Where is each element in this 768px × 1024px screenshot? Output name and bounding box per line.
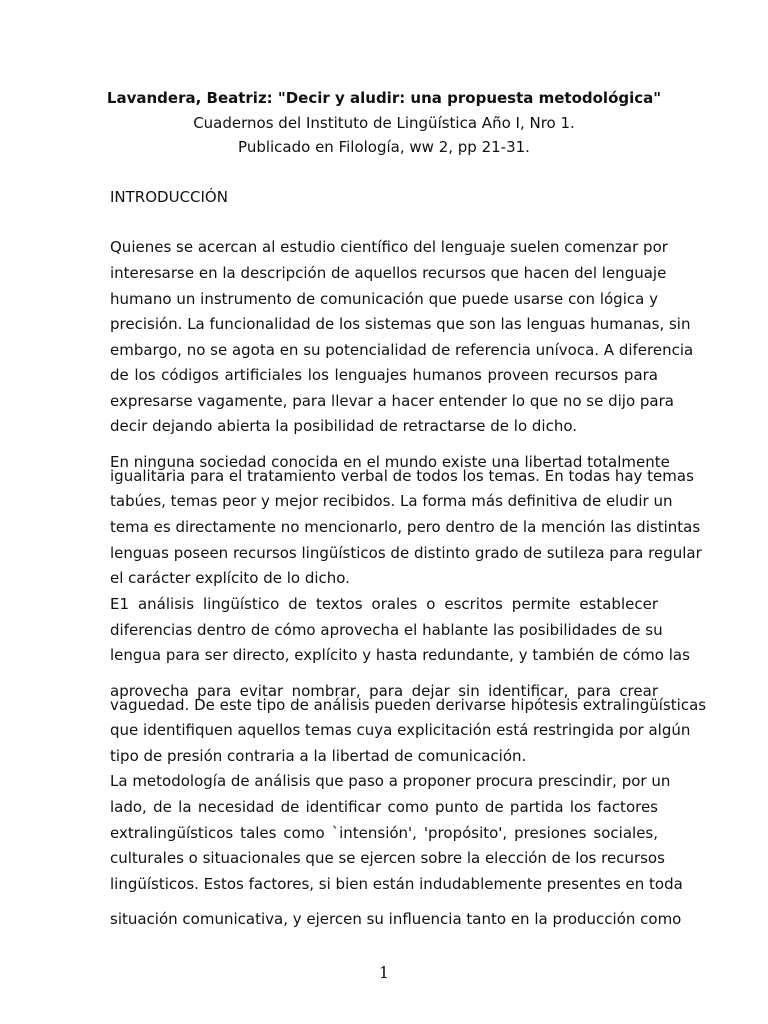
document-header bbox=[0, 86, 768, 160]
text-line: lenguas poseen recursos lingüísticos de distinto grado de sutileza para regular bbox=[110, 544, 702, 562]
text-line: aprovecha para evitar nombrar, para dejar sin identificar, para crear bbox=[110, 682, 658, 700]
text-line: que identifiquen aquellos temas cuya explicitación está restringida por algún bbox=[110, 721, 691, 739]
text-line: tabúes, temas peor y mejor recibidos. La forma más definitiva de eludir un bbox=[110, 492, 673, 510]
text-line: el carácter explícito de lo dicho. bbox=[110, 569, 350, 587]
text-line: embargo, no se agota en su potencialidad de referencia unívoca. A diferencia bbox=[110, 341, 694, 359]
text-line: En ninguna sociedad conocida en el mundo existe una libertad totalmente bbox=[110, 453, 670, 471]
text-line: tema es directamente no mencionarlo, pero dentro de la mención las distintas bbox=[110, 518, 701, 536]
document-title: Lavandera, Beatriz: "Decir y aludir: una propuesta metodológica" bbox=[106, 89, 662, 107]
text-line: diferencias dentro de cómo aprovecha el hablante las posibilidades de su bbox=[110, 621, 663, 639]
text-line: de los códigos artificiales los lenguajes humanos proveen recursos para bbox=[110, 366, 658, 384]
text-line: situación comunicativa, y ejercen su influencia tanto en la producción como bbox=[110, 910, 682, 928]
text-line: humano un instrumento de comunicación que puede usarse con lógica y bbox=[110, 290, 658, 308]
text-line: precisión. La funcionalidad de los sistemas que son las lenguas humanas, sin bbox=[110, 315, 691, 333]
text-line: vaguedad. De este tipo de análisis pueden derivarse hipótesis extralingüísticas bbox=[110, 696, 707, 714]
text-line: igualitaria para el tratamiento verbal de todos los temas. En todas hay temas bbox=[110, 467, 694, 485]
section-heading: INTRODUCCIÓN bbox=[110, 188, 228, 206]
text-line: interesarse en la descripción de aquellos recursos que hacen del lenguaje bbox=[110, 264, 667, 282]
text-line: lado, de la necesidad de identificar como punto de partida los factores bbox=[110, 798, 658, 816]
text-line: expresarse vagamente, para llevar a hacer entender lo que no se dijo para bbox=[110, 392, 674, 410]
text-line: decir dejando abierta la posibilidad de retractarse de lo dicho. bbox=[110, 417, 578, 435]
text-line: lingüísticos. Estos factores, si bien están indudablemente presentes en toda bbox=[110, 875, 683, 893]
text-line: culturales o situacionales que se ejercen sobre la elección de los recursos bbox=[110, 849, 665, 867]
text-line: E1 análisis lingüístico de textos orales o escritos permite establecer bbox=[110, 595, 658, 613]
text-line: lengua para ser directo, explícito y hasta redundante, y también de cómo las bbox=[110, 646, 690, 664]
citation-publication: Publicado en Filología, ww 2, pp 21-31. bbox=[238, 138, 530, 156]
citation-journal: Cuadernos del Instituto de Lingüística Año I, Nro 1. bbox=[193, 113, 575, 132]
text-line: La metodología de análisis que paso a proponer procura prescindir, por un bbox=[110, 772, 671, 790]
text-line: extralingüísticos tales como `intensión', 'propósito', presiones sociales, bbox=[110, 824, 658, 842]
text-line: tipo de presión contraria a la libertad de comunicación. bbox=[110, 747, 527, 765]
text-line: Quienes se acercan al estudio científico del lenguaje suelen comenzar por bbox=[110, 238, 668, 256]
page-number: 1 bbox=[378, 963, 390, 982]
